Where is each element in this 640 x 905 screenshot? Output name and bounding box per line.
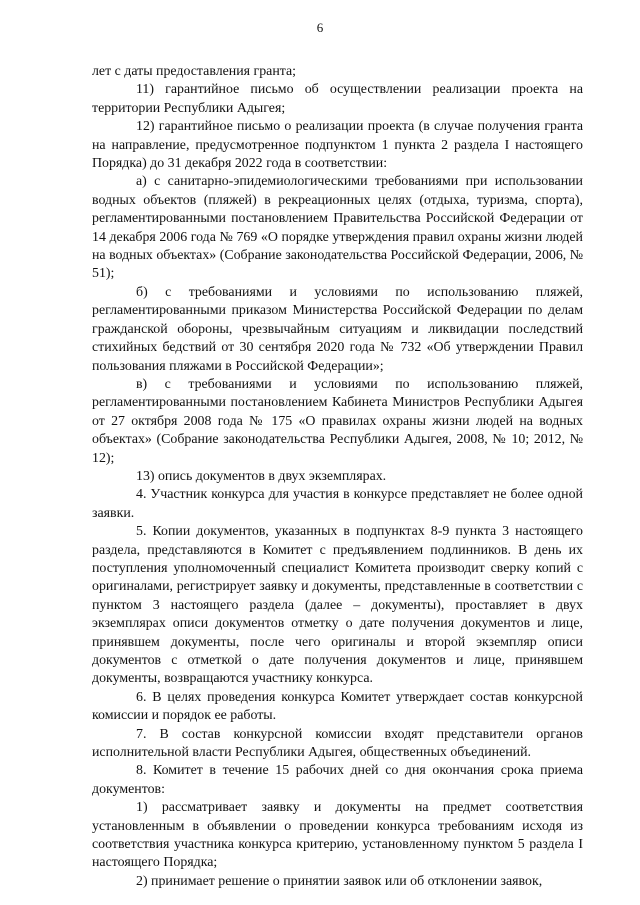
paragraph-section-8: 8. Комитет в течение 15 рабочих дней со дня окончания срока приема документов:	[92, 763, 583, 797]
paragraph-item-12: 12) гарантийное письмо о реализации проекта (в случае получения гранта на направление, предусмотренное подпунктом 1 пункта 2 раздела I настоящего Порядка) до 31 декабря 2022 года в соответствии:	[92, 119, 583, 172]
paragraph-subitem-v: в) с требованиями и условиями по использованию пляжей, регламентированными постановлением Кабинета Министров Республики Адыгея от 27 октября 2008 года № 175 «О правилах охраны жизни людей на водных объектах» (Собрание законодательства Республики Адыгея, 2008, № 10; 2012, № 12);	[92, 376, 583, 466]
paragraph-item-13: 13) опись документов в двух экземплярах.	[136, 468, 387, 484]
paragraph-subitem-b: б) с требованиями и условиями по использованию пляжей, регламентированными приказом Министерства Российской Федерации по делам гражданской обороны, чрезвычайным ситуациям и ликвидации последствий стихийных бедствий от 30 сентября 2020 года № 732 «Об утверждении Правил пользования пляжами в Российской Федерации»;	[92, 284, 583, 374]
document-body	[92, 63, 583, 891]
paragraph-section-7: 7. В состав конкурсной комиссии входят представители органов исполнительной власти Республики Адыгея, общественных объединений.	[92, 726, 583, 761]
paragraph-section-5: 5. Копии документов, указанных в подпунктах 8-9 пункта 3 настоящего раздела, представляются в Комитет с предъявлением подлинников. В день их поступления уполномоченный специалист Комитета производит сверку копий с оригиналами, регистрирует заявку и документы, представленные в соответствии с пунктом 3 настоящего раздела (далее – документы), проставляет в двух экземплярах описи документов отметку о дате получения документов и лице, принявшем документы, после чего оригиналы и второй экземпляр описи документов с отметкой о дате получения документов и лице, принявшем документы, возвращаются участнику конкурса.	[92, 524, 583, 687]
paragraph-section-8-item-2: 2) принимает решение о принятии заявок или об отклонении заявок,	[136, 873, 543, 889]
page-number: 6	[316, 20, 324, 35]
paragraph-section-8-item-1: 1) рассматривает заявку и документы на предмет соответствия установленным в объявлении о проведении конкурса требованиям исходя из соответствия участника конкурса критерию, установленному пунктом 5 раздела I настоящего Порядка;	[92, 800, 583, 871]
paragraph-section-6: 6. В целях проведения конкурса Комитет утверждает состав конкурсной комиссии и порядок ее работы.	[92, 689, 583, 724]
paragraph-subitem-a: а) с санитарно-эпидемиологическими требованиями при использовании водных объектов (пляжей) в рекреационных целях (отдыха, туризма, спорта), регламентированными постановлением Правительства Российской Федерации от 14 декабря 2006 года № 769 «О порядке утверждения правил охраны жизни людей на водных объектах» (Собрание законодательства Российской Федерации, 2006, № 51);	[92, 174, 583, 282]
paragraph-section-4: 4. Участник конкурса для участия в конкурсе представляет не более одной заявки.	[92, 487, 583, 521]
paragraph-continuation: лет с даты предоставления гранта;	[92, 64, 297, 79]
paragraph-item-11: 11) гарантийное письмо об осуществлении реализации проекта на территории Республики Адыгея;	[92, 82, 583, 116]
